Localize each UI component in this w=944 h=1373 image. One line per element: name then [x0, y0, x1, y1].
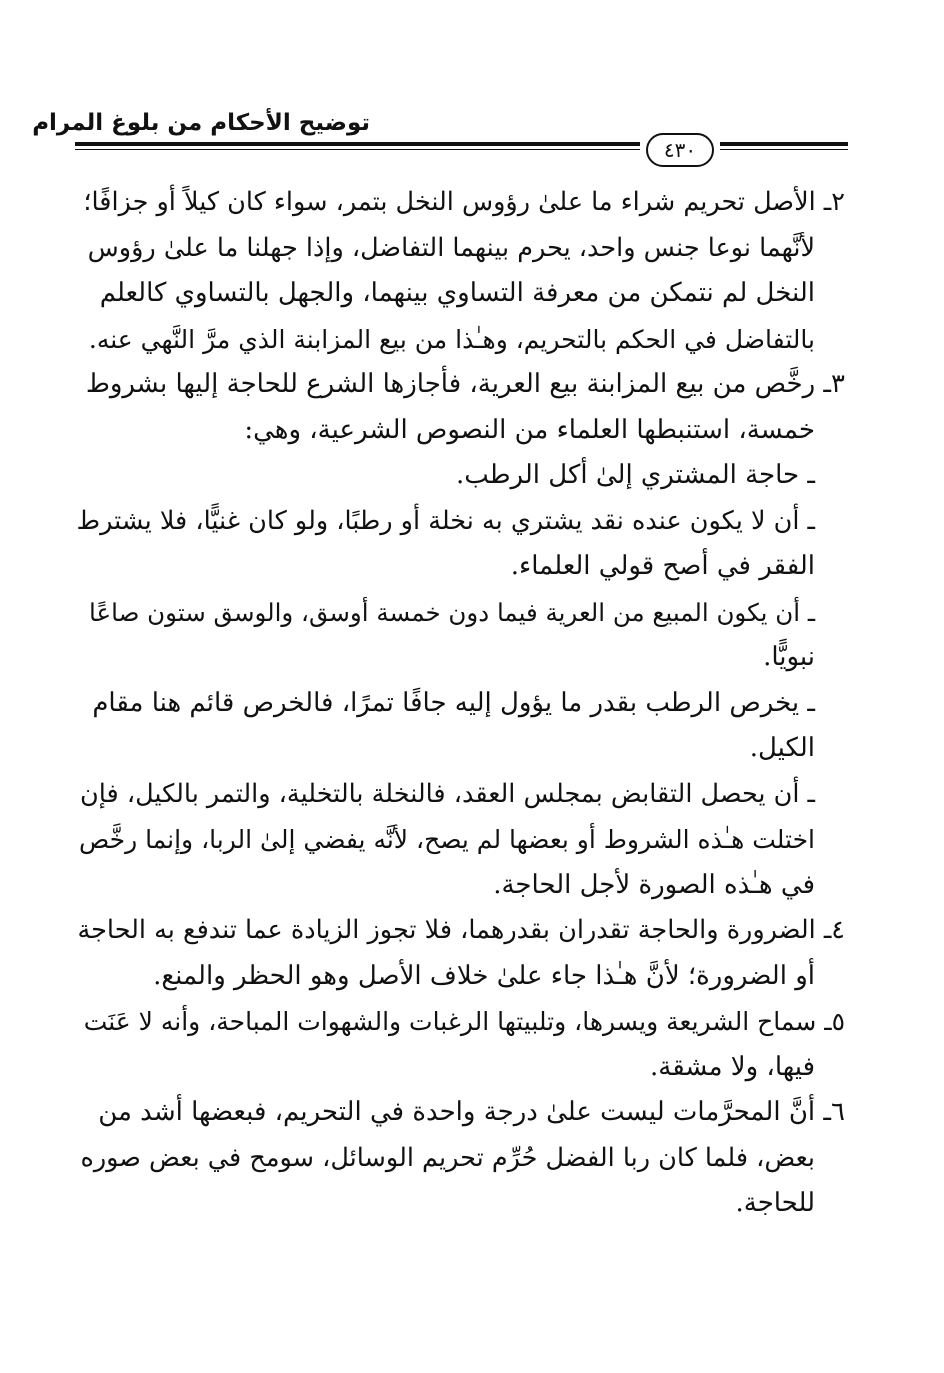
text-line: الفقر في أصح قولي العلماء.: [510, 551, 815, 581]
text-line: أو الضرورة؛ لأنَّ هـٰذا جاء علىٰ خلاف الأصل وهو الحظر والمنع.: [153, 960, 815, 991]
text-line: ـ يخرص الرطب بقدر ما يؤول إليه جافًا تمرًا، فالخرص قائم هنا مقام: [92, 687, 815, 718]
text-line: ٣ـ رخَّص من بيع المزابنة بيع العرية، فأجازها الشرع للحاجة إليها بشروط: [85, 369, 845, 399]
page-number-badge: ٤٣٠: [646, 133, 714, 167]
text-line: ـ أن يحصل التقابض بمجلس العقد، فالنخلة بالتخلية، والتمر بالكيل، فإن: [80, 778, 815, 809]
text-line: لأنَّهما نوعا جنس واحد، يحرم بينهما التفاضل، وإذا جهلنا ما علىٰ رؤوس: [87, 232, 815, 263]
header-rule-left: [75, 142, 640, 150]
page-body: [75, 180, 845, 1227]
text-line: ـ حاجة المشتري إلىٰ أكل الرطب.: [456, 460, 815, 490]
text-line: للحاجة.: [735, 1188, 815, 1218]
text-line: بالتفاضل في الحكم بالتحريم، وهـٰذا من بيع المزابنة الذي مرَّ النَّهي عنه.: [88, 324, 815, 354]
header-rule-right: [720, 142, 848, 150]
text-line: بعض، فلما كان ربا الفضل حُرِّم تحريم الوسائل، سومح في بعض صوره: [80, 1142, 815, 1173]
text-line: خمسة، استنبطها العلماء من النصوص الشرعية، وهي:: [244, 414, 815, 445]
text-line: في هـٰذه الصورة لأجل الحاجة.: [493, 869, 815, 900]
text-line: فيها، ولا مشقة.: [650, 1051, 815, 1082]
text-line: ٢ـ الأصل تحريم شراء ما علىٰ رؤوس النخل بتمر، سواء كان كيلاً أو جزافًا؛: [83, 187, 845, 217]
text-line: النخل لم نتمكن من معرفة التساوي بينهما، والجهل بالتساوي كالعلم: [99, 278, 815, 308]
text-line: الكيل.: [749, 733, 815, 763]
text-line: ٤ـ الضرورة والحاجة تقدران بقدرهما، فلا تجوز الزيادة عما تندفع به الحاجة: [77, 915, 845, 945]
text-line: اختلت هـٰذه الشروط أو بعضها لم يصح، لأنَّه يفضي إلىٰ الربا، وإنما رخَّص: [78, 825, 815, 854]
text-line: ـ أن يكون المبيع من العرية فيما دون خمسة أوسق، والوسق ستون صاعًا: [89, 597, 815, 627]
text-line: ٥ـ سماح الشريعة ويسرها، وتلبيتها الرغبات والشهوات المباحة، وأنه لا عَنَت: [83, 1007, 845, 1036]
text-line: ـ أن لا يكون عنده نقد يشتري به نخلة أو رطبًا، ولو كان غنيًّا، فلا يشترط: [76, 505, 815, 536]
text-line: ٦ـ أنَّ المحرَّمات ليست علىٰ درجة واحدة في التحريم، فبعضها أشد من: [98, 1097, 845, 1127]
running-header-title: توضيح الأحكام من بلوغ المرام: [32, 110, 370, 136]
text-line: نبويًّا.: [763, 642, 815, 672]
